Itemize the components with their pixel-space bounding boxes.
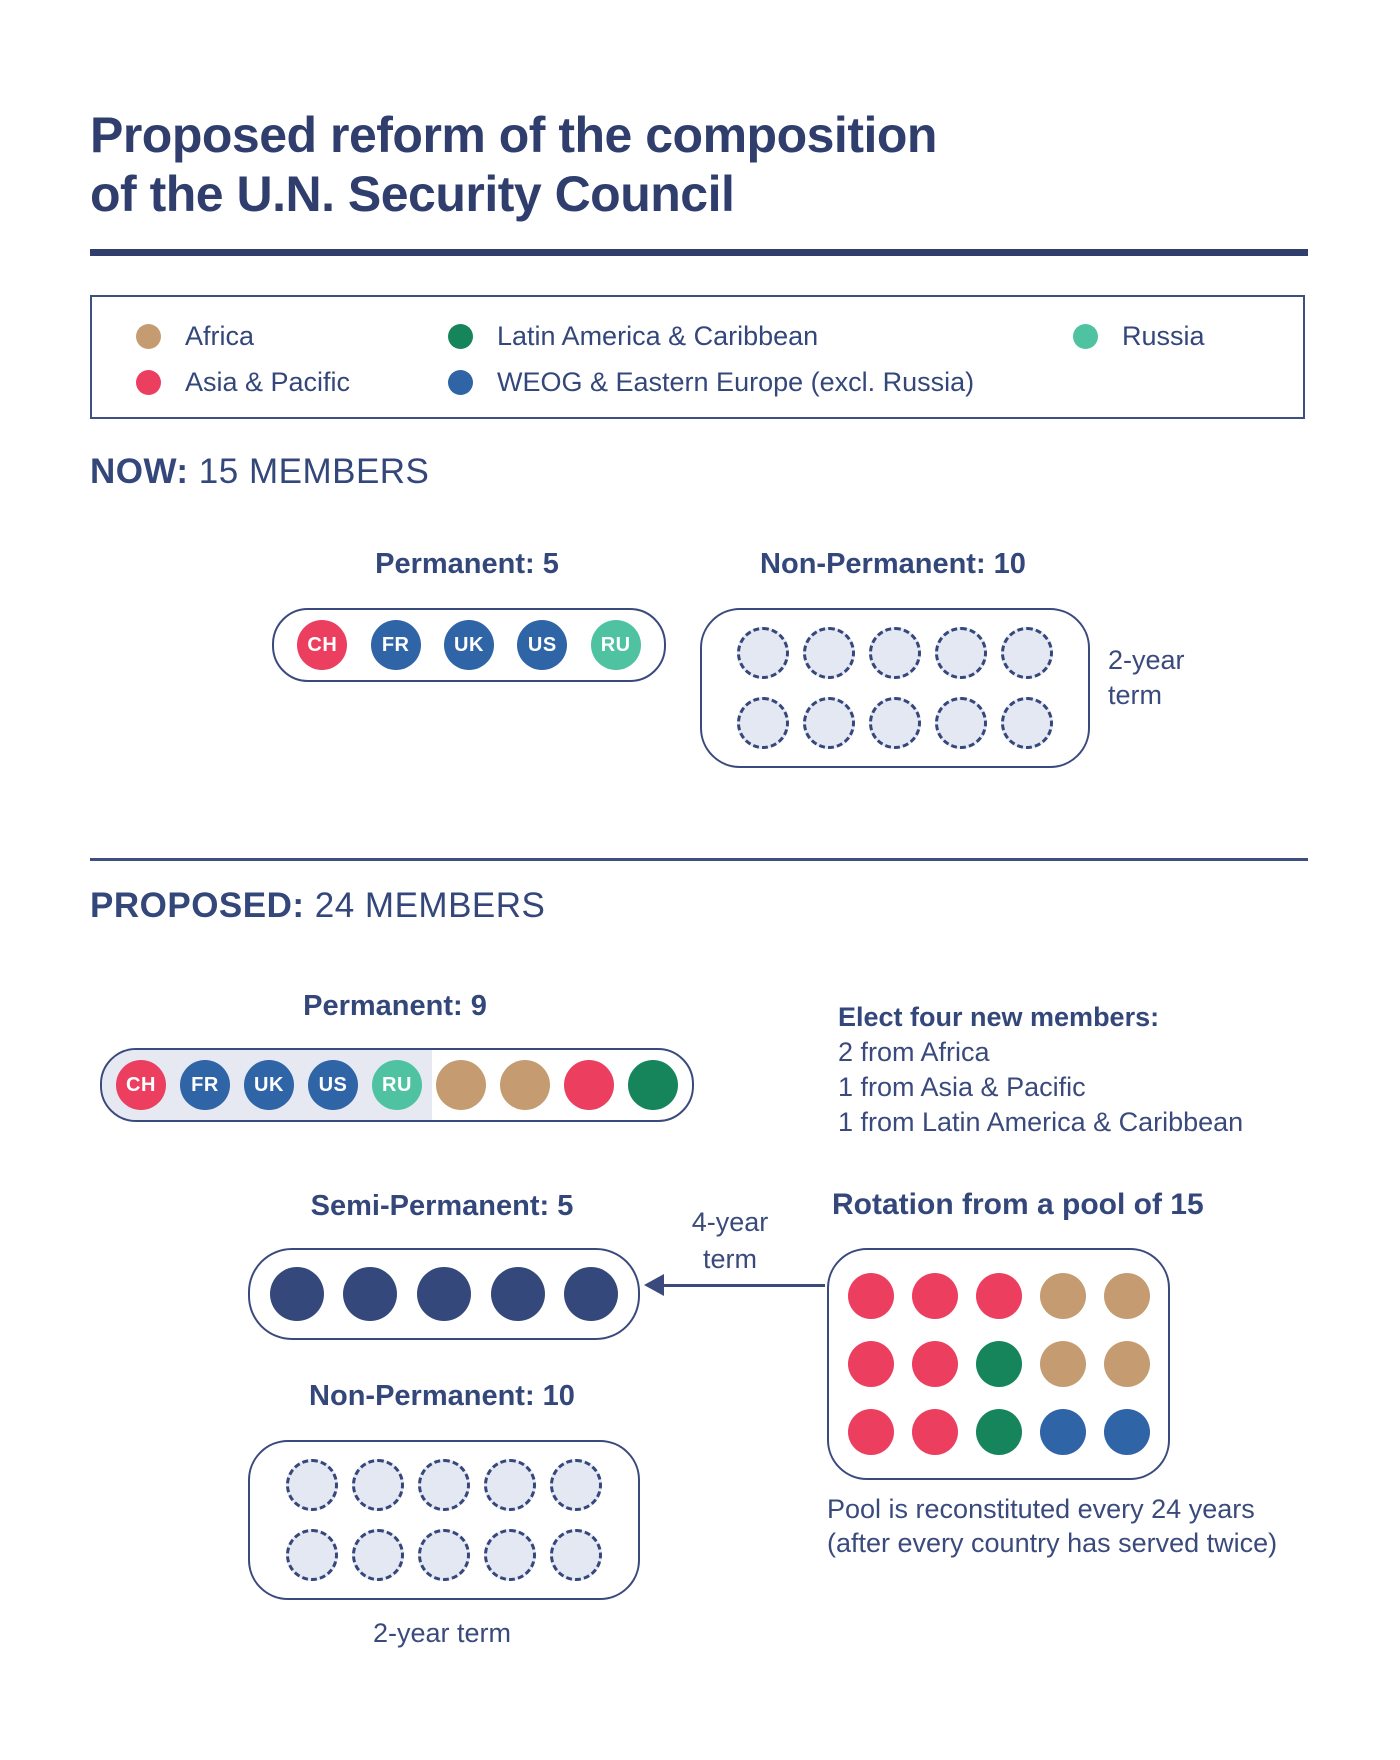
arrow-term-line1: 4-year — [691, 1207, 769, 1237]
asia-pacific-dot-icon — [136, 370, 161, 395]
member-us: US — [308, 1060, 358, 1110]
pool-seat-weog — [1040, 1409, 1086, 1455]
seat-semi-permanent — [417, 1267, 471, 1321]
now-section-heading — [90, 452, 429, 492]
proposed-section-heading — [90, 886, 545, 926]
pool-seat-asia-pacific — [912, 1341, 958, 1387]
empty-seat — [1001, 697, 1053, 749]
now-term-line1: 2-year — [1108, 645, 1185, 675]
proposed-permanent-title: Permanent: 9 — [303, 990, 487, 1022]
legend-label: Russia — [1122, 321, 1205, 351]
now-heading-bold: NOW: — [90, 452, 189, 491]
elect-note-line: 1 from Asia & Pacific — [838, 1072, 1086, 1102]
empty-seat — [803, 697, 855, 749]
proposed-heading-rest: 24 MEMBERS — [304, 886, 546, 925]
now-permanent-title: Permanent: 5 — [375, 548, 559, 580]
empty-seat — [352, 1459, 404, 1511]
page-title-line1: Proposed reform of the composition — [90, 106, 937, 163]
section-divider — [90, 858, 1308, 861]
now-non-permanent-title: Non-Permanent: 10 — [760, 548, 1026, 580]
arrow-term-label — [655, 1204, 805, 1278]
empty-seat — [352, 1529, 404, 1581]
pool-seat-asia-pacific — [848, 1341, 894, 1387]
empty-seat — [737, 697, 789, 749]
rotation-arrow-line — [662, 1284, 825, 1287]
seat-africa — [500, 1060, 550, 1110]
legend-label: WEOG & Eastern Europe (excl. Russia) — [497, 367, 975, 397]
semi-permanent-pill — [248, 1248, 640, 1340]
member-uk: UK — [244, 1060, 294, 1110]
title-divider — [90, 249, 1308, 256]
page-title — [90, 106, 1320, 224]
proposed-non-permanent-title: Non-Permanent: 10 — [309, 1380, 575, 1412]
seat-semi-permanent — [491, 1267, 545, 1321]
member-fr: FR — [180, 1060, 230, 1110]
latin-america-dot-icon — [448, 324, 473, 349]
empty-seat — [935, 627, 987, 679]
empty-seat — [803, 627, 855, 679]
elect-note-line: 1 from Latin America & Caribbean — [838, 1107, 1244, 1137]
legend-item — [448, 321, 974, 352]
seat-semi-permanent — [343, 1267, 397, 1321]
seat-semi-permanent — [270, 1267, 324, 1321]
pool-seat-asia-pacific — [912, 1409, 958, 1455]
pool-seat-latin-america — [976, 1409, 1022, 1455]
pool-seat-africa — [1104, 1273, 1150, 1319]
empty-seat — [737, 627, 789, 679]
elect-note-title: Elect four new members: — [838, 1002, 1160, 1032]
pool-seat-asia-pacific — [976, 1273, 1022, 1319]
legend-item — [448, 367, 974, 398]
empty-seat — [935, 697, 987, 749]
now-non-permanent-box — [700, 608, 1090, 768]
legend-column — [448, 321, 974, 398]
semi-permanent-title: Semi-Permanent: 5 — [310, 1190, 574, 1222]
empty-seat — [418, 1529, 470, 1581]
member-fr: FR — [371, 620, 421, 670]
empty-seat — [1001, 627, 1053, 679]
now-term-note — [1108, 643, 1185, 713]
pool-seat-latin-america — [976, 1341, 1022, 1387]
rotation-pool-title: Rotation from a pool of 15 — [832, 1188, 1204, 1221]
empty-seat — [550, 1459, 602, 1511]
elect-note-line: 2 from Africa — [838, 1037, 990, 1067]
proposed-non-permanent-box — [248, 1440, 640, 1600]
member-ru: RU — [372, 1060, 422, 1110]
proposed-heading-bold: PROPOSED: — [90, 886, 305, 925]
legend-column — [136, 321, 350, 398]
rotation-pool-box — [827, 1248, 1170, 1480]
pool-note-line1: Pool is reconstituted every 24 years — [827, 1494, 1255, 1524]
empty-seat — [286, 1459, 338, 1511]
africa-dot-icon — [136, 324, 161, 349]
pool-seat-asia-pacific — [912, 1273, 958, 1319]
weog-dot-icon — [448, 370, 473, 395]
member-us: US — [517, 620, 567, 670]
member-uk: UK — [444, 620, 494, 670]
empty-seat — [869, 627, 921, 679]
seat-latin-america — [628, 1060, 678, 1110]
legend — [90, 295, 1305, 419]
pool-seat-asia-pacific — [848, 1409, 894, 1455]
member-ch: CH — [297, 620, 347, 670]
pool-seat-weog — [1104, 1409, 1150, 1455]
now-heading-rest: 15 MEMBERS — [188, 452, 430, 491]
now-term-line2: term — [1108, 680, 1162, 710]
empty-seat — [286, 1529, 338, 1581]
empty-seat — [484, 1459, 536, 1511]
pool-seat-africa — [1104, 1341, 1150, 1387]
now-permanent-pill — [272, 608, 666, 682]
elect-note — [838, 1000, 1243, 1140]
pool-seat-asia-pacific — [848, 1273, 894, 1319]
russia-dot-icon — [1073, 324, 1098, 349]
member-ch: CH — [116, 1060, 166, 1110]
rotation-arrow-head-icon — [644, 1274, 664, 1296]
legend-item — [1073, 321, 1205, 352]
proposed-term-note: 2-year term — [372, 1618, 512, 1648]
legend-item — [136, 367, 350, 398]
proposed-permanent-pill — [100, 1048, 694, 1122]
pool-seat-africa — [1040, 1273, 1086, 1319]
legend-label: Latin America & Caribbean — [497, 321, 819, 351]
arrow-term-line2: term — [703, 1244, 757, 1274]
empty-seat — [484, 1529, 536, 1581]
pool-note-line2: (after every country has served twice) — [827, 1528, 1278, 1558]
legend-label: Asia & Pacific — [185, 367, 351, 397]
seat-africa — [436, 1060, 486, 1110]
seat-semi-permanent — [564, 1267, 618, 1321]
empty-seat — [869, 697, 921, 749]
legend-item — [136, 321, 350, 352]
seat-asia-pacific — [564, 1060, 614, 1110]
pool-seat-africa — [1040, 1341, 1086, 1387]
legend-label: Africa — [185, 321, 255, 351]
empty-seat — [418, 1459, 470, 1511]
legend-column — [1073, 321, 1205, 352]
pool-note — [827, 1492, 1277, 1560]
page-title-line2: of the U.N. Security Council — [90, 165, 735, 222]
member-ru: RU — [591, 620, 641, 670]
empty-seat — [550, 1529, 602, 1581]
